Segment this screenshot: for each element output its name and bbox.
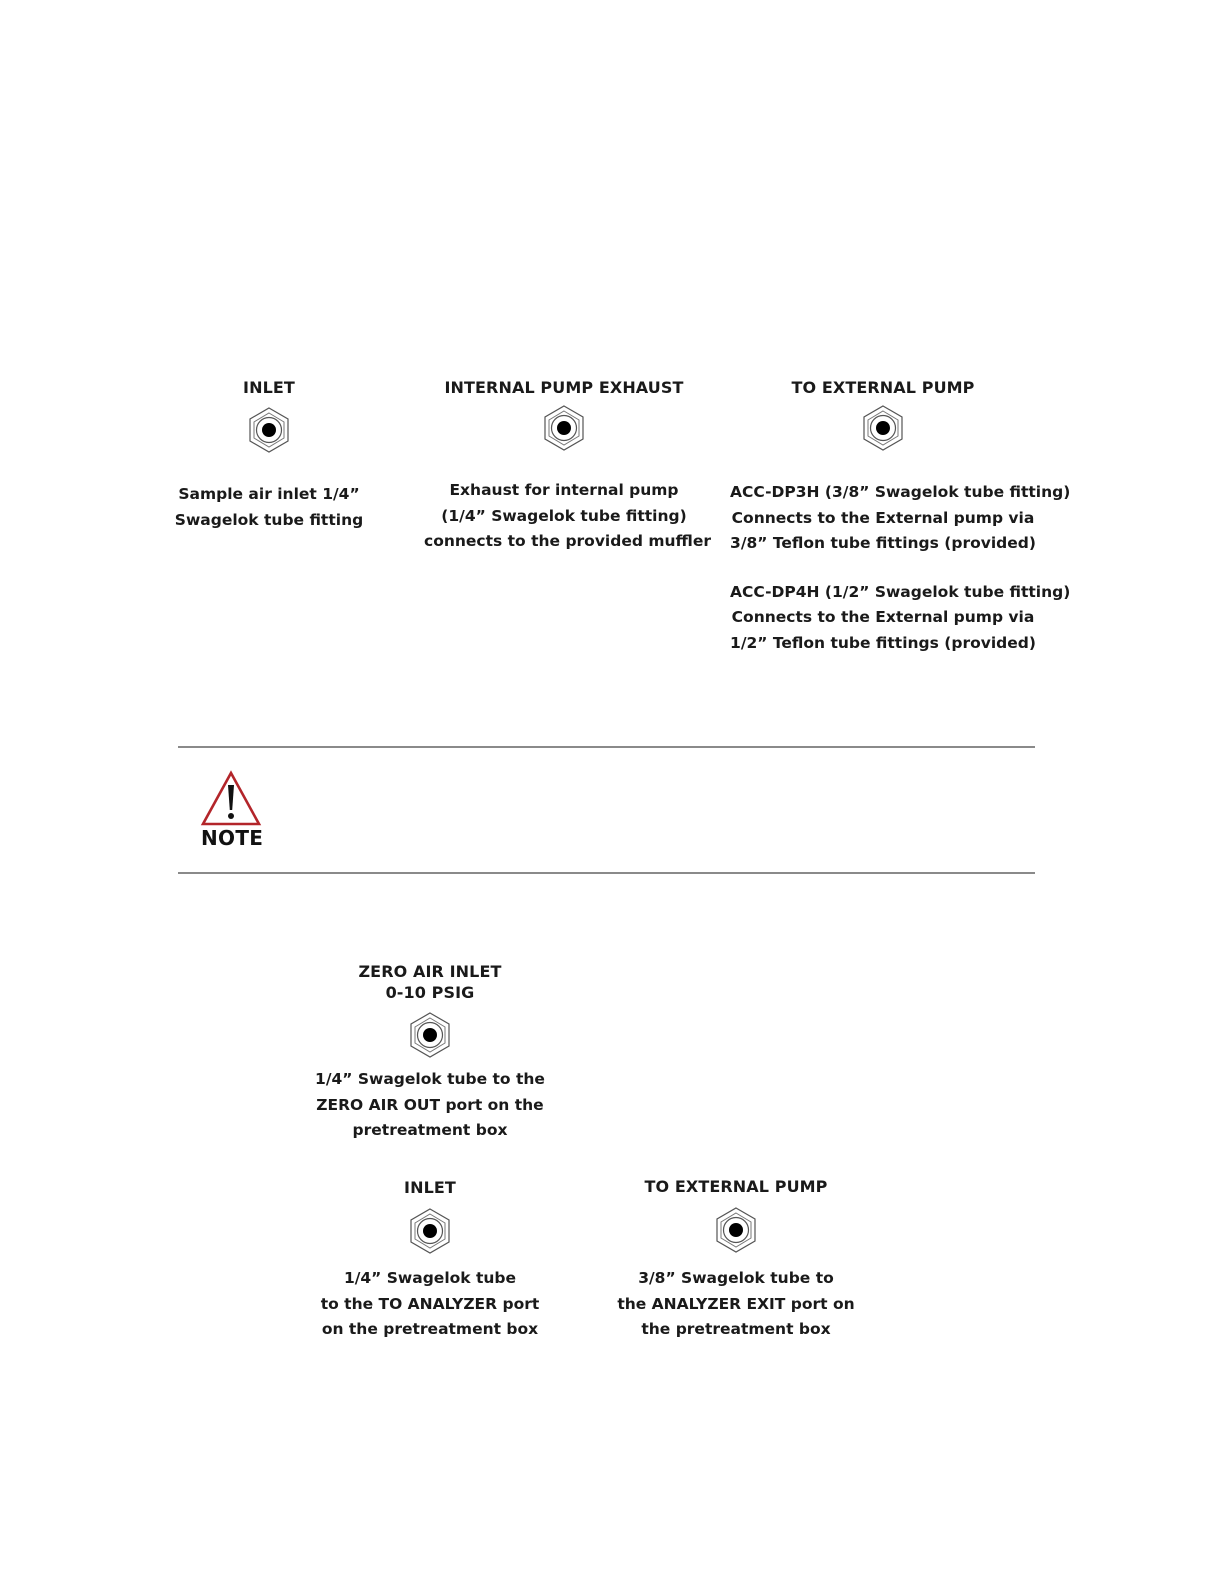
inlet-description: Sample air inlet 1/4” Swagelok tube fitting <box>174 485 364 529</box>
inlet-port-block <box>169 377 369 533</box>
bottom-external-pump-fitting-icon <box>713 1207 759 1253</box>
inlet-fitting-icon <box>246 407 292 453</box>
exhaust-fitting-icon <box>541 405 587 451</box>
internal-pump-exhaust-title: INTERNAL PUMP EXHAUST <box>444 378 684 397</box>
zero-air-fitting-icon <box>407 1012 453 1058</box>
zero-air-inlet-description: 1/4” Swagelok tube to the ZERO AIR OUT port on the pretreatment box <box>315 1070 545 1139</box>
bottom-external-pump-title: TO EXTERNAL PUMP <box>644 1177 828 1196</box>
bottom-inlet-title: INLET <box>404 1178 456 1197</box>
zero-air-inlet-title: ZERO AIR INLET 0-10 PSIG <box>358 962 502 1002</box>
to-external-pump-block <box>730 377 1071 656</box>
bottom-external-pump-description: 3/8” Swagelok tube to the ANALYZER EXIT port on the pretreatment box <box>617 1269 855 1338</box>
acc-dp3h-description: ACC-DP3H (3/8” Swagelok tube fitting) Connects to the External pump via 3/8” Teflon tube fittings (provided) <box>730 483 1071 552</box>
internal-pump-exhaust-description: Exhaust for internal pump (1/4” Swagelok tube fitting) connects to the provided muffler <box>424 481 711 550</box>
note-top-divider <box>178 746 1035 748</box>
inlet-title: INLET <box>243 378 295 397</box>
bottom-inlet-block <box>310 1177 550 1343</box>
external-pump-fitting-icon <box>860 405 906 451</box>
note-label: NOTE <box>201 826 264 850</box>
bottom-inlet-description: 1/4” Swagelok tube to the TO ANALYZER port on the pretreatment box <box>320 1269 540 1338</box>
to-external-pump-title: TO EXTERNAL PUMP <box>791 378 975 397</box>
note-bottom-divider <box>178 872 1035 874</box>
internal-pump-exhaust-block <box>424 377 711 555</box>
bottom-external-pump-block <box>606 1176 866 1343</box>
bottom-inlet-fitting-icon <box>407 1208 453 1254</box>
acc-dp4h-description: ACC-DP4H (1/2” Swagelok tube fitting) Connects to the External pump via 1/2” Teflon tube fittings (provided) <box>730 582 1071 652</box>
zero-air-inlet-block <box>300 961 560 1144</box>
